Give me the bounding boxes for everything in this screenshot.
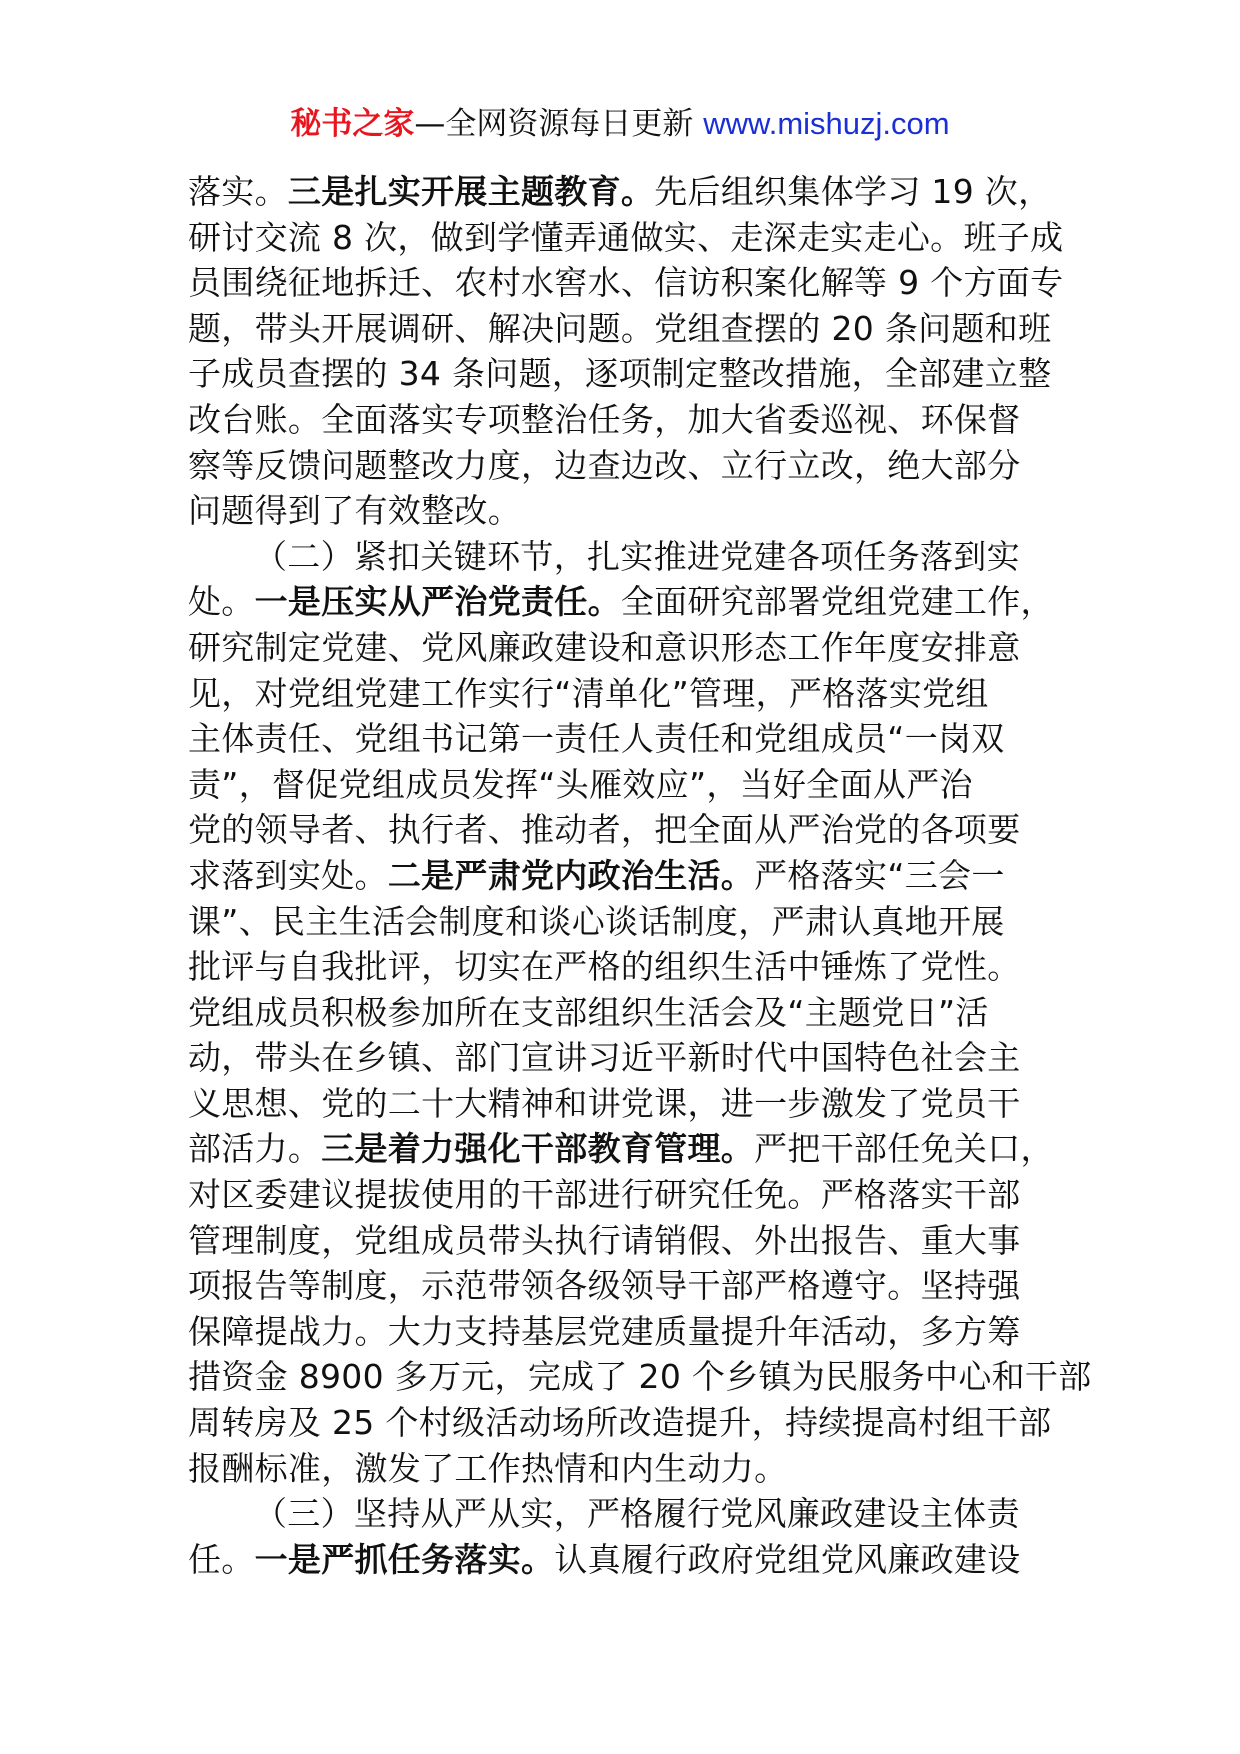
text-line	[188, 944, 1068, 990]
body-text: 问题得到了有效整改。	[188, 491, 521, 531]
body-text: 保障提战力。大力支持基层党建质量提升年活动，多方筹	[188, 1311, 1021, 1351]
body-text: 管理制度，党组成员带头执行请销假、外出报告、重大事	[188, 1220, 1021, 1260]
text-line	[188, 1172, 1068, 1218]
body-text: 落实。	[188, 172, 288, 211]
bold-heading-text: 一是严抓任务落实。	[254, 1539, 555, 1579]
text-line	[188, 397, 1068, 443]
text-line	[188, 351, 1068, 397]
body-text: 措资金 8900 多万元，完成了 20 个乡镇为民服务中心和干部	[188, 1357, 1092, 1397]
text-line	[188, 1126, 1068, 1172]
body-text: 员围绕征地拆迁、农村水窖水、信访积案化解等 9 个方面专	[188, 263, 1064, 303]
body-text: 见，对党组党建工作实行“清单化”管理，严格落实党组	[188, 673, 989, 713]
text-line	[188, 716, 1068, 762]
text-line	[188, 1537, 1068, 1583]
body-text: 先后组织集体学习 19 次，	[654, 172, 1052, 211]
text-line	[188, 169, 1068, 215]
body-text: 研讨交流 8 次，做到学懂弄通做实、走深走实走心。班子成	[188, 217, 1064, 257]
bold-heading-text: 三是着力强化干部教育管理。	[321, 1129, 755, 1169]
text-line	[188, 1081, 1068, 1127]
text-line	[188, 671, 1068, 717]
body-text: 主体责任、党组书记第一责任人责任和党组成员“一岗双	[188, 719, 1005, 759]
text-line	[188, 807, 1068, 853]
body-text: 批评与自我批评，切实在严格的组织生活中锤炼了党性。	[188, 947, 1021, 987]
body-text: 党组成员积极参加所在支部组织生活会及“主题党日”活	[188, 992, 989, 1032]
text-line	[188, 534, 1068, 580]
text-line	[188, 1400, 1068, 1446]
text-line	[188, 1218, 1068, 1264]
text-line	[188, 899, 1068, 945]
body-text: （三）坚持从严从实，严格履行党风廉政建设主体责	[254, 1494, 1020, 1534]
text-line	[188, 443, 1068, 489]
body-text: 部活力。	[188, 1129, 322, 1169]
body-text: 责”，督促党组成员发挥“头雁效应”，当好全面从严治	[188, 764, 973, 804]
body-text: 严把干部任免关口，	[754, 1129, 1054, 1169]
body-text: 全面研究部署党组党建工作，	[620, 582, 1054, 622]
body-text: 严格落实“三会一	[754, 855, 1005, 895]
body-text: 改台账。全面落实专项整治任务，加大省委巡视、环保督	[188, 399, 1021, 439]
site-url-link[interactable]: www.mishuzj.com	[703, 106, 950, 141]
text-line	[188, 625, 1068, 671]
text-line	[188, 1309, 1068, 1355]
body-text: 研究制定党建、党风廉政建设和意识形态工作年度安排意	[188, 627, 1021, 667]
body-text: 求落到实处。	[188, 855, 388, 895]
body-text: 党的领导者、执行者、推动者，把全面从严治党的各项要	[188, 810, 1021, 850]
text-line	[188, 1263, 1068, 1309]
text-line	[188, 990, 1068, 1036]
body-text: 对区委建议提拔使用的干部进行研究任免。严格落实干部	[188, 1175, 1021, 1215]
body-text: 动，带头在乡镇、部门宣讲习近平新时代中国特色社会主	[188, 1038, 1021, 1078]
body-text: 察等反馈问题整改力度，边查边改、立行立改，绝大部分	[188, 445, 1021, 485]
bold-heading-text: 一是压实从严治党责任。	[254, 582, 621, 622]
text-line	[188, 306, 1068, 352]
body-text: 课”、民主生活会制度和谈心谈话制度，严肃认真地开展	[188, 901, 1005, 941]
site-brand: 秘书之家	[290, 106, 415, 142]
text-line	[188, 853, 1068, 899]
text-line	[188, 488, 1068, 534]
text-line	[188, 1354, 1092, 1400]
body-text: 处。	[188, 582, 255, 622]
text-line	[188, 1491, 1068, 1537]
body-text: 义思想、党的二十大精神和讲党课，进一步激发了党员干	[188, 1083, 1021, 1123]
site-header	[0, 100, 1240, 148]
bold-heading-text: 二是严肃党内政治生活。	[387, 855, 755, 895]
text-line	[188, 1446, 1068, 1492]
text-line	[188, 762, 1068, 808]
document-body	[188, 169, 1092, 1582]
text-line	[188, 260, 1068, 306]
body-text: 报酬标准，激发了工作热情和内生动力。	[188, 1448, 788, 1488]
text-line	[188, 1035, 1068, 1081]
body-text: 周转房及 25 个村级活动场所改造提升，持续提高村组干部	[188, 1403, 1052, 1443]
body-text: 题，带头开展调研、解决问题。党组查摆的 20 条问题和班	[188, 308, 1052, 348]
body-text: 项报告等制度，示范带领各级领导干部严格遵守。坚持强	[188, 1266, 1021, 1306]
bold-heading-text: 三是扎实开展主题教育。	[287, 172, 655, 211]
text-line	[188, 215, 1068, 261]
body-text: 子成员查摆的 34 条问题，逐项制定整改措施，全部建立整	[188, 354, 1052, 394]
site-tagline: —全网资源每日更新	[414, 106, 704, 142]
body-text: 任。	[188, 1539, 255, 1579]
body-text: （二）紧扣关键环节，扎实推进党建各项任务落到实	[254, 536, 1020, 576]
text-line	[188, 579, 1068, 625]
body-text: 认真履行政府党组党风廉政建设	[554, 1539, 1021, 1579]
